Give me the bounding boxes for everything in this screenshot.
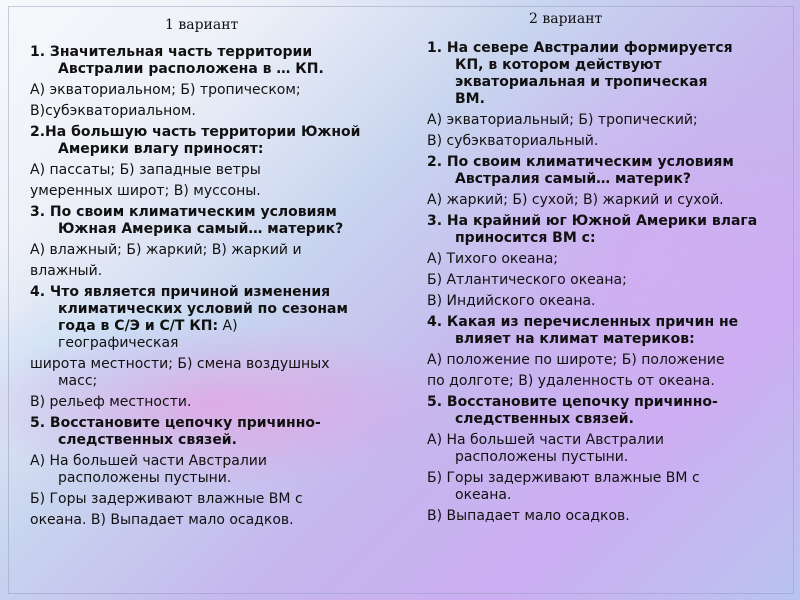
v2-q1-options-line2: В) субэкваториальный. [427, 133, 599, 149]
v1-q4-line3 [58, 318, 238, 335]
v1-q2-line1: 2.На большую часть территории Южной [30, 124, 361, 140]
v1-q5-line2: следственных связей. [58, 432, 237, 448]
v1-q4-line4: географическая [58, 335, 179, 351]
v2-q3-option-b: Б) Атлантического океана; [427, 272, 627, 288]
v2-q1-line3: экваториальная и тропическая [455, 74, 708, 90]
v1-q5-item-b-line1: Б) Горы задерживают влажные ВМ с [30, 491, 303, 507]
v2-q2-line2: Австралия самый… материк? [455, 171, 691, 187]
v1-q3-options-line2: влажный. [30, 263, 103, 279]
v2-q5-item-b-line2: океана. [455, 487, 512, 503]
v1-q2-options-line2: умеренных широт; В) муссоны. [30, 183, 261, 199]
v1-q1-line1: 1. Значительная часть территории [30, 44, 313, 60]
v1-q4-options-line1: широта местности; Б) смена воздушных [30, 356, 330, 372]
v2-q5-item-a-line2: расположены пустыни. [455, 449, 629, 465]
v2-q5-line2: следственных связей. [455, 411, 634, 427]
v1-q5-item-a-line1: А) На большей части Австралии [30, 453, 267, 469]
v2-q2-line1: 2. По своим климатическим условиям [427, 154, 734, 170]
v2-q1-line2: КП, в котором действуют [455, 57, 662, 73]
v1-q3-options-line1: А) влажный; Б) жаркий; В) жаркий и [30, 242, 302, 258]
v1-q2-line2: Америки влагу приносят: [58, 141, 264, 157]
v2-q1-line4: ВМ. [455, 91, 485, 107]
v1-q4-line3-bold: года в С/Э и С/Т КП: [58, 318, 219, 334]
v2-q3-option-c: В) Индийского океана. [427, 293, 596, 309]
v2-q5-item-c: В) Выпадает мало осадков. [427, 508, 630, 524]
v2-q1-options-line1: А) экваториальный; Б) тропический; [427, 112, 698, 128]
v2-q4-options-line1: А) положение по широте; Б) положение [427, 352, 725, 368]
v2-q3-option-a: А) Тихого океана; [427, 251, 559, 267]
v1-q5-item-b-line2: океана. В) Выпадает мало осадков. [30, 512, 294, 528]
v1-q3-line1: 3. По своим климатическим условиям [30, 204, 337, 220]
variant-1-title: 1 вариант [165, 17, 239, 33]
v1-q5-line1: 5. Восстановите цепочку причинно- [30, 415, 321, 431]
v1-q1-line2: Австралии расположена в … КП. [58, 61, 324, 77]
v2-q4-options-line2: по долготе; В) удаленность от океана. [427, 373, 715, 389]
v2-q2-options: А) жаркий; Б) сухой; В) жаркий и сухой. [427, 192, 724, 208]
v2-q5-item-b-line1: Б) Горы задерживают влажные ВМ с [427, 470, 700, 486]
v2-q3-line1: 3. На крайний юг Южной Америки влага [427, 213, 758, 229]
v2-q5-line1: 5. Восстановите цепочку причинно- [427, 394, 718, 410]
v2-q1-line1: 1. На севере Австралии формируется [427, 40, 733, 56]
variant-2-title: 2 вариант [529, 11, 603, 27]
v1-q4-option-a: А) [218, 318, 238, 334]
v1-q4-line1: 4. Что является причиной изменения [30, 284, 331, 300]
v1-q2-options-line1: А) пассаты; Б) западные ветры [30, 162, 261, 178]
v1-q1-options-line2: В)субэкваториальном. [30, 103, 196, 119]
v1-q4-options-line2: масс; [58, 373, 98, 389]
v1-q1-options-line1: А) экваториальном; Б) тропическом; [30, 82, 301, 98]
v1-q5-item-a-line2: расположены пустыни. [58, 470, 232, 486]
v2-q5-item-a-line1: А) На большей части Австралии [427, 432, 664, 448]
v2-q4-line1: 4. Какая из перечисленных причин не [427, 314, 739, 330]
v2-q3-line2: приносится ВМ с: [455, 230, 596, 246]
v1-q4-line2: климатических условий по сезонам [58, 301, 348, 317]
v1-q3-line2: Южная Америка самый… материк? [58, 221, 344, 237]
v2-q4-line2: влияет на климат материков: [455, 331, 695, 347]
v1-q4-options-line3: В) рельеф местности. [30, 394, 192, 410]
